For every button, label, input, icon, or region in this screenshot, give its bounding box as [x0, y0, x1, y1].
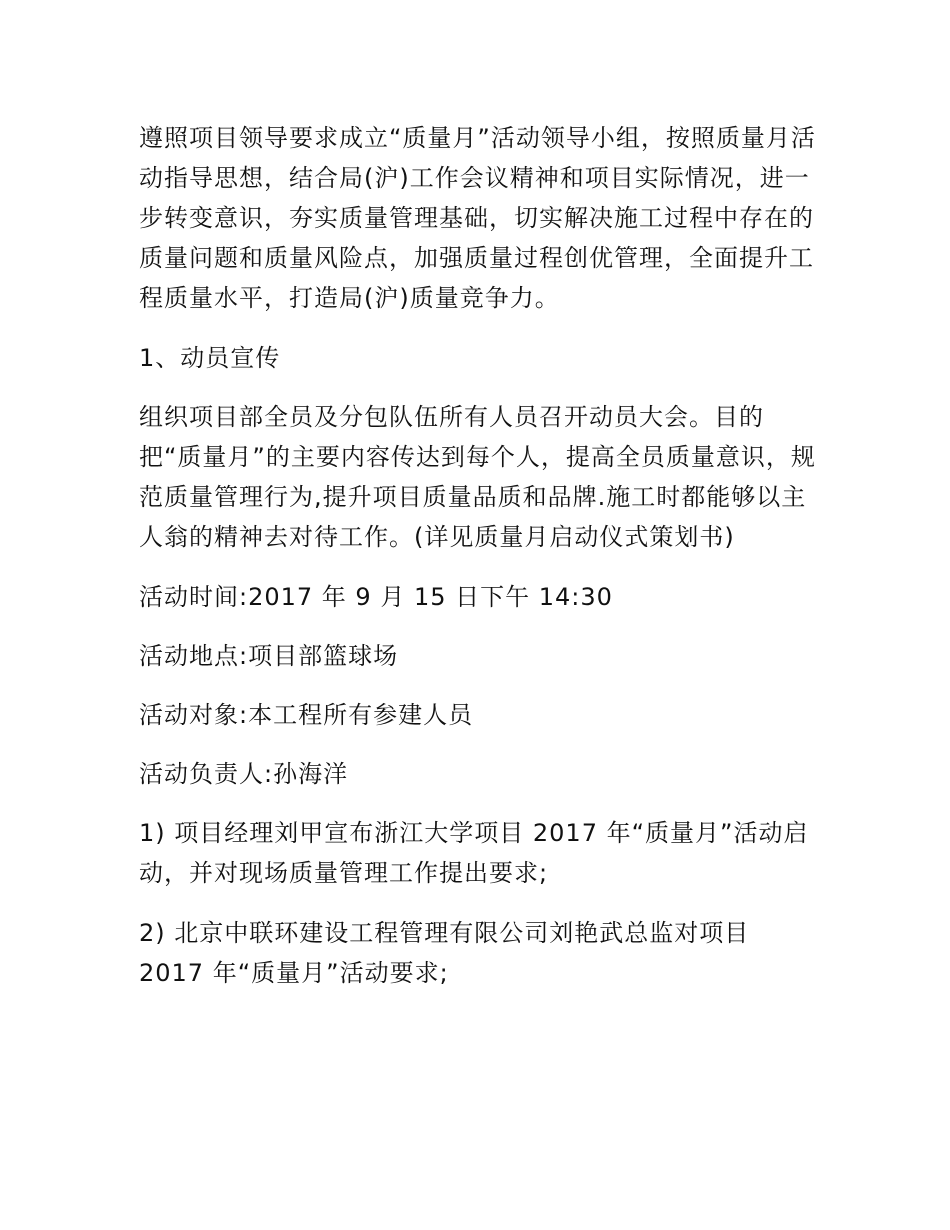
activity-owner: 活动负责人:孙海洋: [139, 760, 349, 788]
document-page: [139, 118, 819, 1013]
activity-location: 活动地点:项目部篮球场: [139, 642, 399, 670]
section-heading: 1、动员宣传: [139, 344, 281, 372]
activity-time: 活动时间:2017 年 9 月 15 日下午 14:30: [139, 583, 613, 611]
section-body-paragraph: 组织项目部全员及分包队伍所有人员召开动员大会。目的把“质量月”的主要内容传达到每个人，提高全员质量意识，规范质量管理行为,提升项目质量品质和品牌.施工时都能够以主人翁的精神去对待工作。(详见质量月启动仪式策划书): [139, 403, 816, 551]
intro-paragraph: 遵照项目领导要求成立“质量月”活动领导小组，按照质量月活动指导思想，结合局(沪)工作会议精神和项目实际情况，进一步转变意识，夯实质量管理基础，切实解决施工过程中存在的质量问题和质量风险点，加强质量过程创优管理，全面提升工程质量水平，打造局(沪)质量竞争力。: [139, 124, 816, 312]
activity-audience: 活动对象:本工程所有参建人员: [139, 701, 474, 729]
list-item: 1) 项目经理刘甲宣布浙江大学项目 2017 年“质量月”活动启动，并对现场质量管理工作提出要求;: [139, 819, 809, 887]
list-item: 2) 北京中联环建设工程管理有限公司刘艳武总监对项目 2017 年“质量月”活动要求;: [139, 919, 750, 987]
